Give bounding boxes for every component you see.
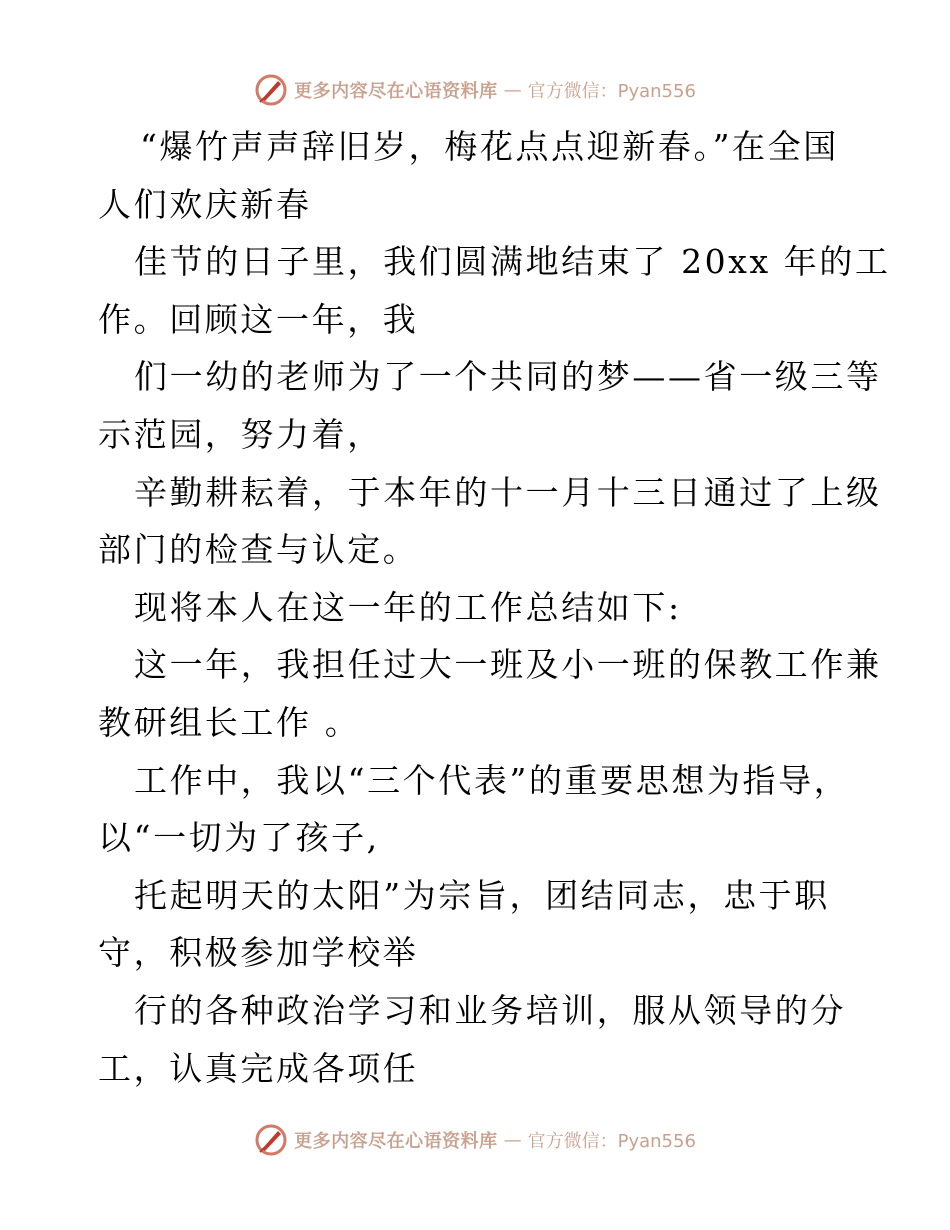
text-line: 们一幼的老师为了一个共同的梦——省一级三等 <box>134 357 882 397</box>
text-line: 佳节的日子里，我们圆满地结束了 20xx 年的工 <box>134 242 891 282</box>
text-line: 以“一切为了孩子, <box>98 818 380 858</box>
text-line: 现将本人在这一年的工作总结如下: <box>134 587 682 627</box>
watermark-title: 更多内容尽在心语资料库 <box>294 1131 498 1152</box>
text-line: 工作中，我以“三个代表”的重要思想为指导， <box>134 760 850 800</box>
watermark-title: 更多内容尽在心语资料库 <box>294 81 498 102</box>
text-line: 行的各种政治学习和业务培训，服从领导的分 <box>134 990 846 1030</box>
footer-watermark <box>0 1120 950 1160</box>
header-watermark <box>0 70 950 110</box>
watermark-wechat: 官方微信：Pyan556 <box>527 1131 696 1152</box>
text-line: 这一年，我担任过大一班及小一班的保教工作兼 <box>134 645 882 685</box>
watermark-dash: — <box>503 1129 522 1151</box>
quill-logo-icon <box>254 1123 288 1157</box>
watermark-dash: — <box>503 79 522 101</box>
text-line: 部门的检查与认定。 <box>98 530 419 570</box>
text-line: 工，认真完成各项任 <box>98 1048 419 1088</box>
text-line: 教研组长工作 。 <box>98 702 361 742</box>
quill-logo-icon <box>254 73 288 107</box>
text-line: 辛勤耕耘着，于本年的十一月十三日通过了上级 <box>134 472 882 512</box>
watermark-wechat: 官方微信：Pyan556 <box>527 81 696 102</box>
text-line: 人们欢庆新春 <box>98 184 312 224</box>
text-line: 作。回顾这一年，我 <box>98 299 419 339</box>
text-line: 守，积极参加学校举 <box>98 933 419 973</box>
text-line: 托起明天的太阳”为宗旨，团结同志，忠于职 <box>134 875 830 915</box>
text-line: 示范园，努力着， <box>98 414 383 454</box>
text-line: “爆竹声声辞旧岁，梅花点点迎新春。”在全国 <box>140 127 839 166</box>
document-body <box>98 118 891 1097</box>
